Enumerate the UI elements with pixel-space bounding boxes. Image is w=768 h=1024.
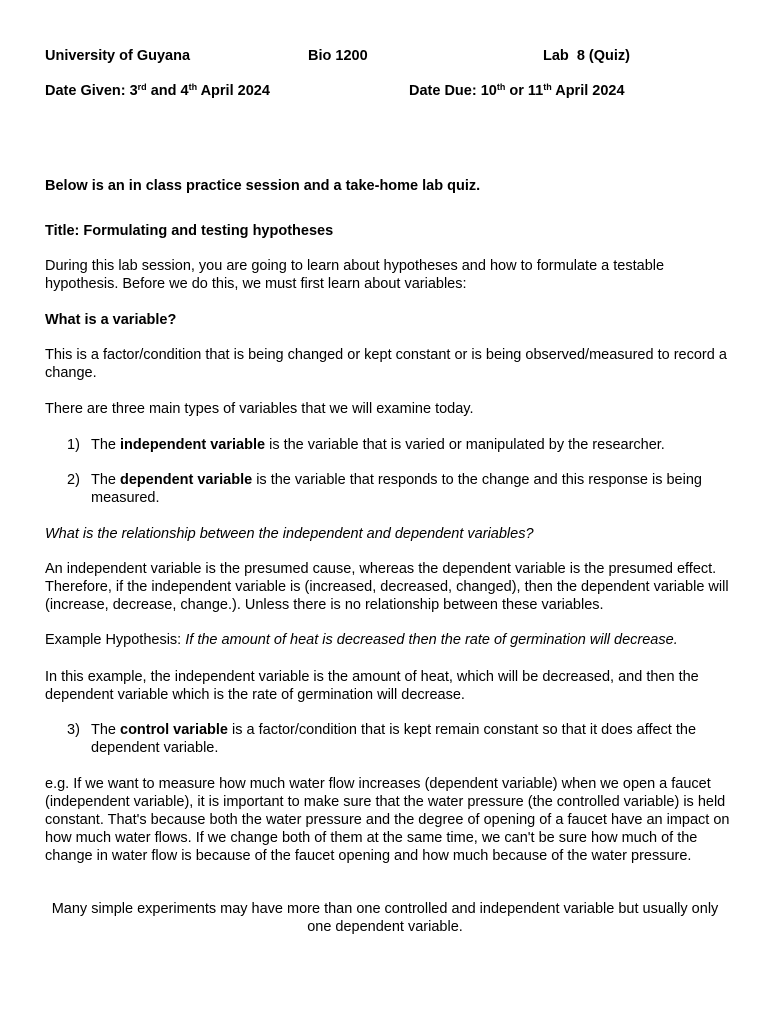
intro-line: Below is an in class practice session and a take-home lab quiz. xyxy=(45,178,481,194)
paragraph-variable-types: There are three main types of variables that we will examine today. xyxy=(45,401,474,417)
list-item-dependent: 2) The dependent variable is the variable that responds to the change and this response is being measured. xyxy=(67,472,702,506)
term-dependent-variable: dependent variable xyxy=(120,472,253,488)
paragraph-example-explanation: In this example, the independent variable is the amount of heat, which will be decreased, and then the dependent variable which is the rate of germination will decrease. xyxy=(45,669,699,703)
list-item-independent: 1) The independent variable is the variable that is varied or manipulated by the researcher. xyxy=(67,437,665,453)
header-course: Bio 1200 xyxy=(308,48,368,64)
header-date-given: Date Given: 3rd and 4th April 2024 xyxy=(45,82,270,99)
header-date-due: Date Due: 10th or 11th April 2024 xyxy=(409,82,625,99)
term-control-variable: control variable xyxy=(120,722,228,738)
paragraph-faucet-example: e.g. If we want to measure how much water flow increases (dependent variable) when we open a faucet (independent variable), it is important to make sure that the water pressure (the controlled variable) is held constant. That's because both the water pressure and the degree of opening of a faucet have an impact on how much water flows. If we change both of them at the same time, we can't be sure how much of the change in water flow is because of the faucet opening and how much because of the water pressure. xyxy=(45,776,730,864)
paragraph-cause-effect: An independent variable is the presumed cause, whereas the dependent variable is the presumed effect. Therefore, if the independent variable is (increased, decreased, changed), then the dependent variable will (increase, decrease, change.). Unless there is no relationship between these variables. xyxy=(45,561,729,613)
question-relationship: What is the relationship between the independent and dependent variables? xyxy=(45,526,534,542)
paragraph-session: During this lab session, you are going to learn about hypotheses and how to formulate a testable hypothesis. Before we do this, we must first learn about variables: xyxy=(45,258,665,292)
example-hypothesis: Example Hypothesis: If the amount of heat is decreased then the rate of germination will decrease. xyxy=(45,632,678,648)
document-title: Title: Formulating and testing hypotheses xyxy=(45,223,334,239)
header-university: University of Guyana xyxy=(45,48,191,64)
paragraph-variable-definition: This is a factor/condition that is being changed or kept constant or is being observed/measured to record a change. xyxy=(45,347,727,381)
header-lab: Lab 8 (Quiz) xyxy=(543,48,630,64)
closing-statement: Many simple experiments may have more than one controlled and independent variable but usually only one dependent variable. xyxy=(51,901,719,935)
term-independent-variable: independent variable xyxy=(120,437,266,453)
heading-what-is-variable: What is a variable? xyxy=(45,312,177,328)
list-item-control: 3) The control variable is a factor/condition that is kept remain constant so that it does affect the dependent variable. xyxy=(67,722,697,756)
